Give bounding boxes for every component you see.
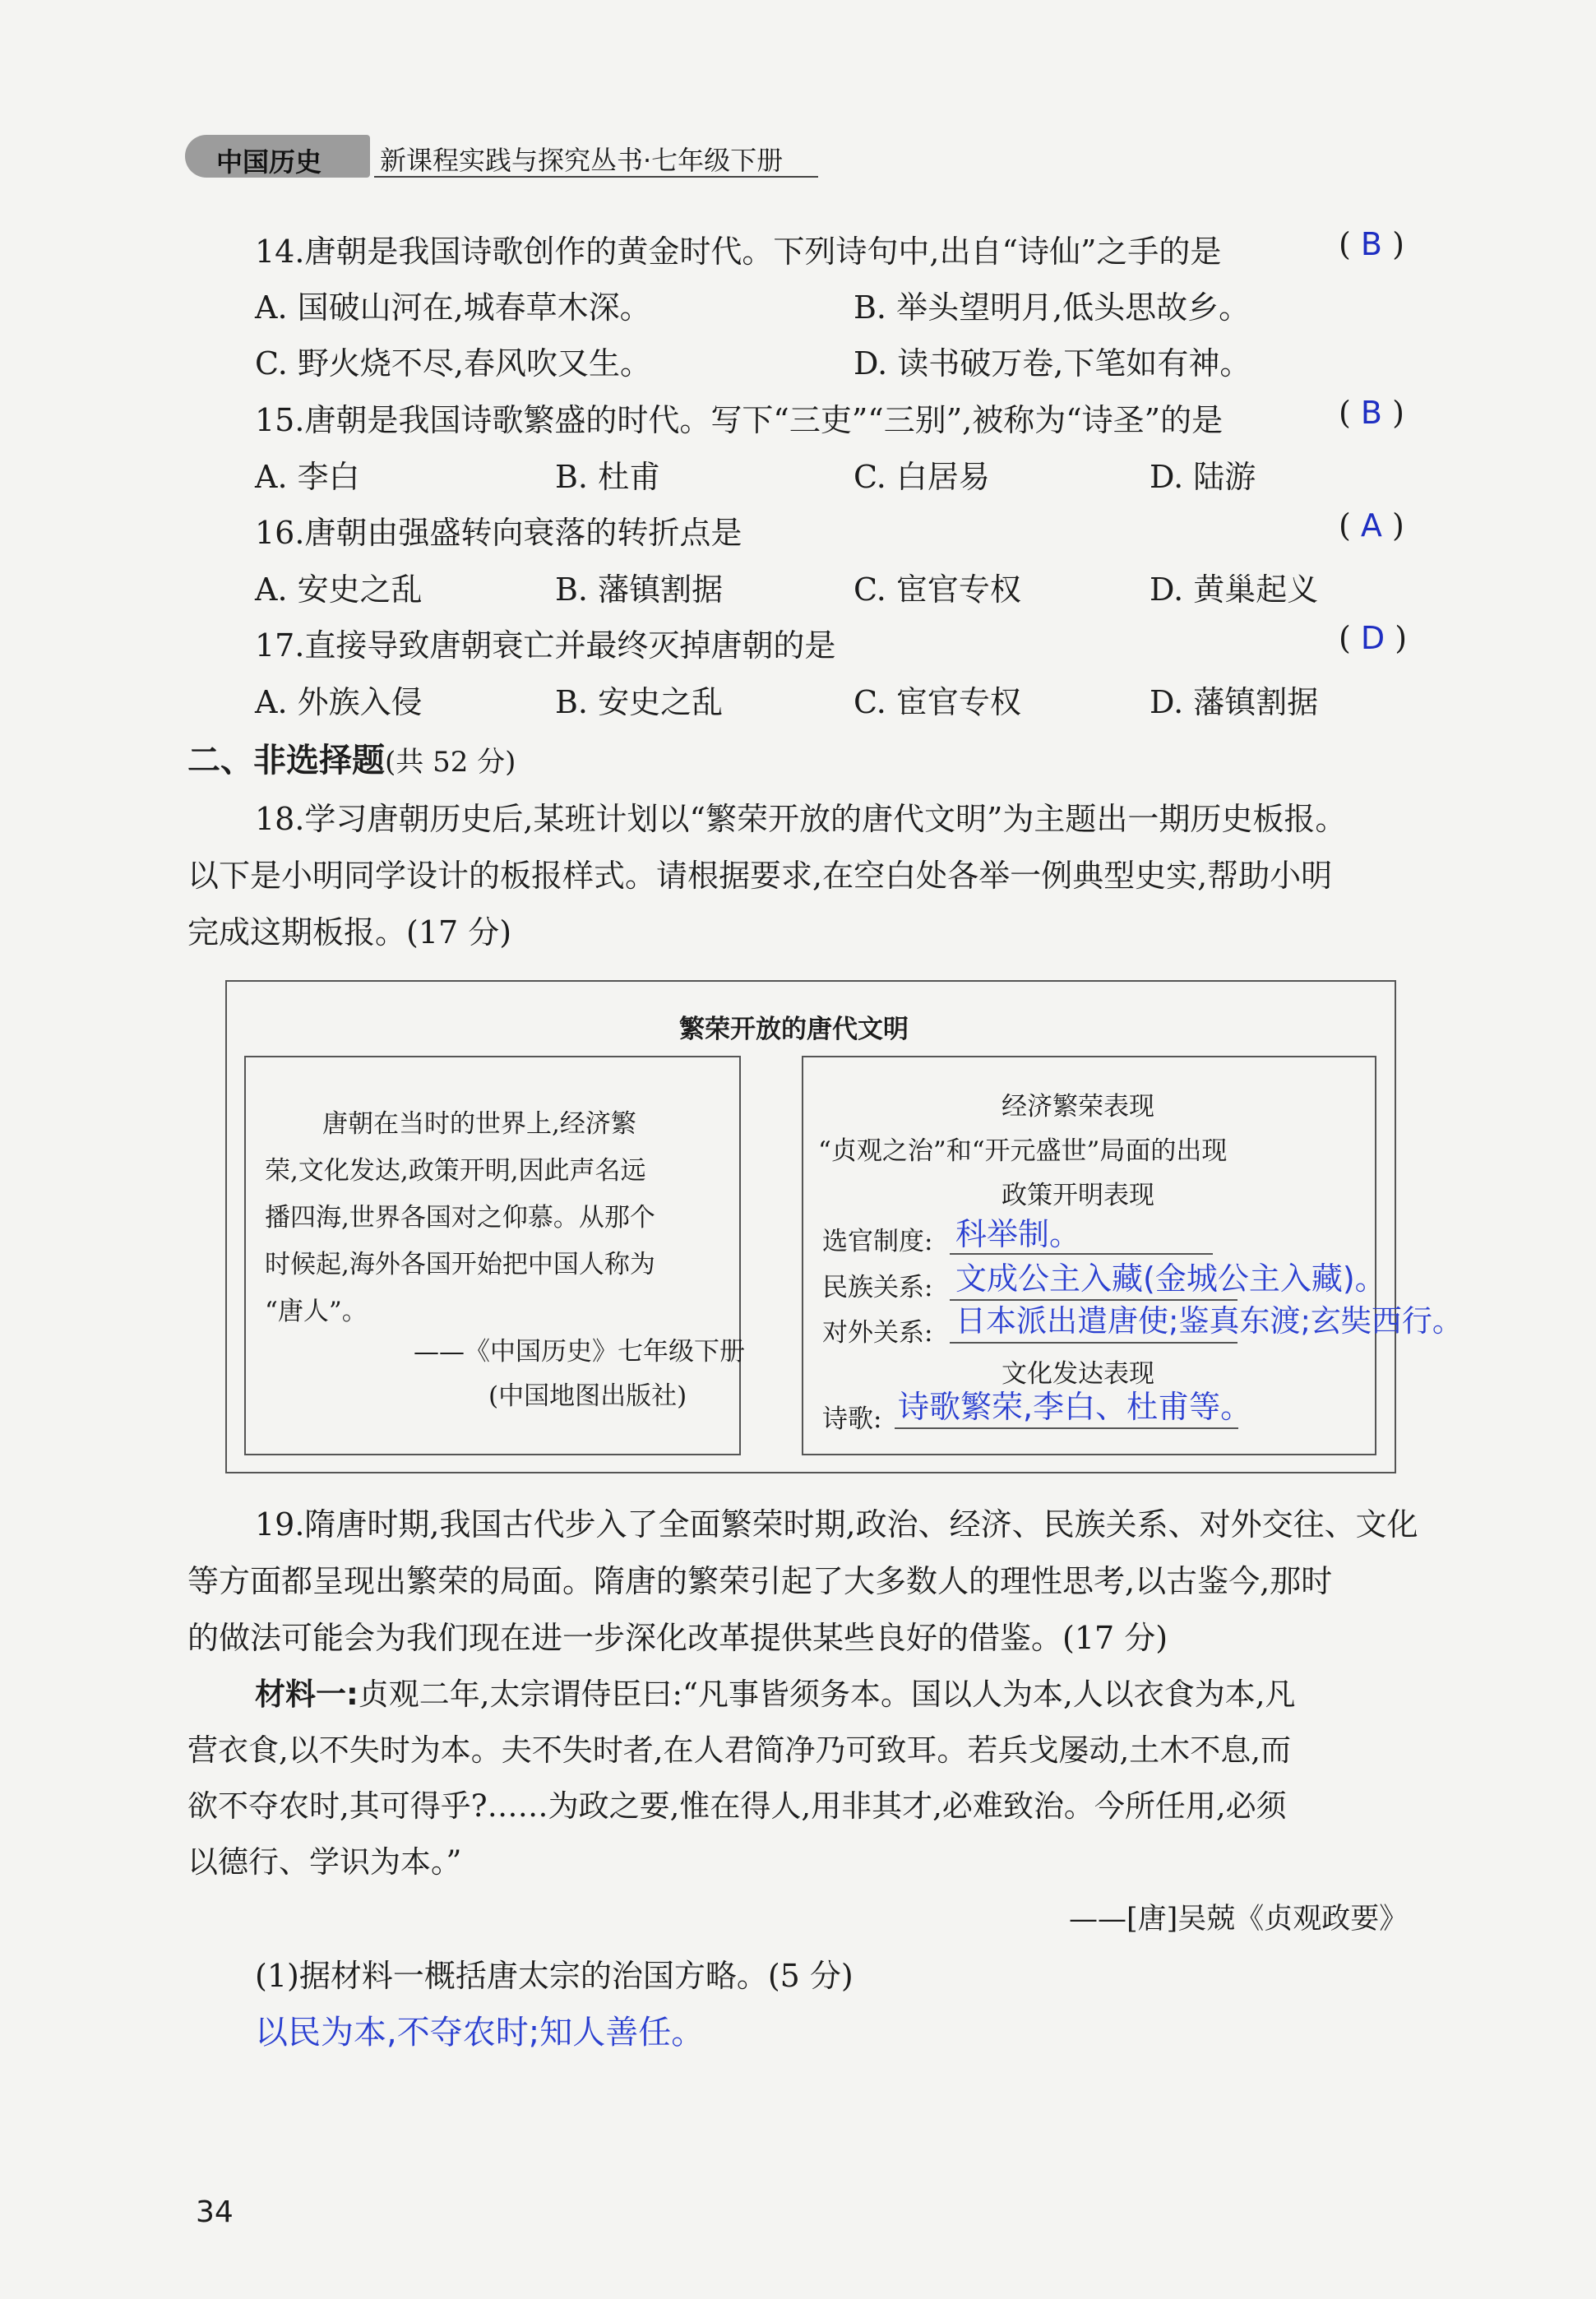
q17-option-c: C. 宦官专权 xyxy=(854,684,1021,720)
q16-stem: 16.唐朝由强盛转向衰落的转折点是 xyxy=(255,515,742,551)
q15-stem: 15.唐朝是我国诗歌繁盛的时代。写下“三吏”“三别”,被称为“诗圣”的是 xyxy=(255,402,1224,438)
foreign-label: 对外关系: xyxy=(822,1318,933,1348)
q17-answer: D xyxy=(1360,620,1386,656)
q16-option-a: A. 安史之乱 xyxy=(255,571,423,608)
board-left-line-4: 时候起,海外各国开始把中国人称为 xyxy=(265,1250,655,1279)
material-1-line-4: 以德行、学识为本。” xyxy=(187,1844,462,1880)
board-left-source: ——《中国历史》七年级下册 xyxy=(414,1337,745,1367)
section2-score: (共 52 分) xyxy=(385,746,516,779)
material-source: ——[唐]吴兢《贞观政要》 xyxy=(1069,1903,1409,1936)
material-text-1: 贞观二年,太宗谓侍臣曰:“凡事皆须务本。国以人为本,人以衣食为本,凡 xyxy=(358,1677,1296,1712)
q15-option-d: D. 陆游 xyxy=(1150,459,1256,495)
board-left-line-2: 荣,文化发达,政策开明,因此声名远 xyxy=(265,1156,646,1186)
material-1-line-1 xyxy=(255,1669,1295,1714)
q16-option-c: C. 宦官专权 xyxy=(854,571,1021,608)
q17-option-d: D. 藩镇割据 xyxy=(1150,684,1319,720)
q14-answer: B xyxy=(1360,226,1382,262)
policy-heading: 政策开明表现 xyxy=(1002,1181,1154,1210)
q17-stem: 17.直接导致唐朝衰亡并最终灭掉唐朝的是 xyxy=(255,627,836,664)
q14-answer-bracket: ( B ) xyxy=(1339,226,1404,262)
board-title: 繁荣开放的唐代文明 xyxy=(679,1015,909,1044)
q16-option-d: D. 黄巢起义 xyxy=(1150,571,1319,608)
header-rule xyxy=(374,176,818,178)
q19-line-1: 19.隋唐时期,我国古代步入了全面繁荣时期,政治、经济、民族关系、对外交往、文化 xyxy=(255,1506,1418,1543)
section2-title xyxy=(187,734,516,781)
subject-badge xyxy=(185,135,370,178)
q14-option-a: A. 国破山河在,城春草木深。 xyxy=(255,289,651,326)
q16-answer-bracket: ( A ) xyxy=(1339,507,1404,544)
econ-text: “贞观之治”和“开元盛世”局面的出现 xyxy=(818,1136,1228,1166)
foreign-underline xyxy=(950,1342,1237,1344)
poem-answer: 诗歌繁荣,李白、杜甫等。 xyxy=(898,1389,1252,1425)
econ-heading: 经济繁荣表现 xyxy=(1002,1092,1154,1122)
q15-option-c: C. 白居易 xyxy=(854,459,990,495)
board-left-publisher: (中国地图出版社) xyxy=(488,1381,687,1411)
foreign-answer: 日本派出遣唐使;鉴真东渡;玄奘西行。 xyxy=(955,1303,1463,1339)
series-title: 新课程实践与探究丛书·七年级下册 xyxy=(380,145,784,176)
q15-option-b: B. 杜甫 xyxy=(555,459,661,495)
poem-label: 诗歌: xyxy=(822,1404,882,1434)
material-1-line-2: 营衣食,以不失时为本。夫不失时者,在人君简净乃可致耳。若兵戈屡动,土木不息,而 xyxy=(187,1732,1292,1768)
q17-answer-bracket: ( D ) xyxy=(1339,620,1408,656)
q19-line-2: 等方面都呈现出繁荣的局面。隋唐的繁荣引起了大多数人的理性思考,以古鉴今,那时 xyxy=(187,1563,1333,1599)
culture-heading: 文化发达表现 xyxy=(1002,1359,1154,1389)
board-left-line-5: “唐人”。 xyxy=(265,1297,368,1326)
q18-line-1: 18.学习唐朝历史后,某班计划以“繁荣开放的唐代文明”为主题出一期历史板报。 xyxy=(255,801,1347,837)
subject-badge-label: 中国历史 xyxy=(216,146,322,178)
material-1-line-3: 欲不夺农时,其可得乎?……为政之要,惟在得人,用非其才,必难致治。今所任用,必须 xyxy=(187,1788,1287,1824)
q19-line-3: 的做法可能会为我们现在进一步深化改革提供某些良好的借鉴。(17 分) xyxy=(187,1620,1168,1656)
page-number: 34 xyxy=(196,2195,234,2229)
q14-option-b: B. 举头望明月,低头思故乡。 xyxy=(854,289,1251,326)
q16-answer: A xyxy=(1360,507,1382,544)
board-left-line-3: 播四海,世界各国对之仰慕。从那个 xyxy=(265,1203,655,1233)
q14-stem: 14.唐朝是我国诗歌创作的黄金时代。下列诗句中,出自“诗仙”之手的是 xyxy=(255,234,1222,270)
q14-option-c: C. 野火烧不尽,春风吹又生。 xyxy=(255,345,651,382)
q17-option-b: B. 安史之乱 xyxy=(555,684,724,720)
board-left-line-1: 唐朝在当时的世界上,经济繁 xyxy=(322,1109,636,1139)
q15-answer: B xyxy=(1360,395,1382,431)
exam-answer: 科举制。 xyxy=(955,1216,1081,1252)
ethnic-answer: 文成公主入藏(金城公主入藏)。 xyxy=(955,1261,1386,1297)
q15-answer-bracket: ( B ) xyxy=(1339,395,1404,431)
q15-option-a: A. 李白 xyxy=(255,459,360,495)
material-label: 材料一: xyxy=(255,1677,359,1712)
q18-line-2: 以下是小明同学设计的板报样式。请根据要求,在空白处各举一例典型史实,帮助小明 xyxy=(187,858,1333,894)
q14-option-d: D. 读书破万卷,下笔如有神。 xyxy=(854,345,1251,382)
q19-sub1: (1)据材料一概括唐太宗的治国方略。(5 分) xyxy=(255,1958,854,1994)
q17-option-a: A. 外族入侵 xyxy=(255,684,423,720)
poem-underline xyxy=(895,1427,1238,1429)
section2-heading: 二、非选择题 xyxy=(187,742,385,779)
q18-line-3: 完成这期板报。(17 分) xyxy=(187,914,512,951)
exam-label: 选官制度: xyxy=(822,1227,933,1256)
ethnic-label: 民族关系: xyxy=(822,1273,933,1302)
q19-sub1-answer: 以民为本,不夺农时;知人善任。 xyxy=(255,2014,705,2052)
q16-option-b: B. 藩镇割据 xyxy=(555,571,724,608)
